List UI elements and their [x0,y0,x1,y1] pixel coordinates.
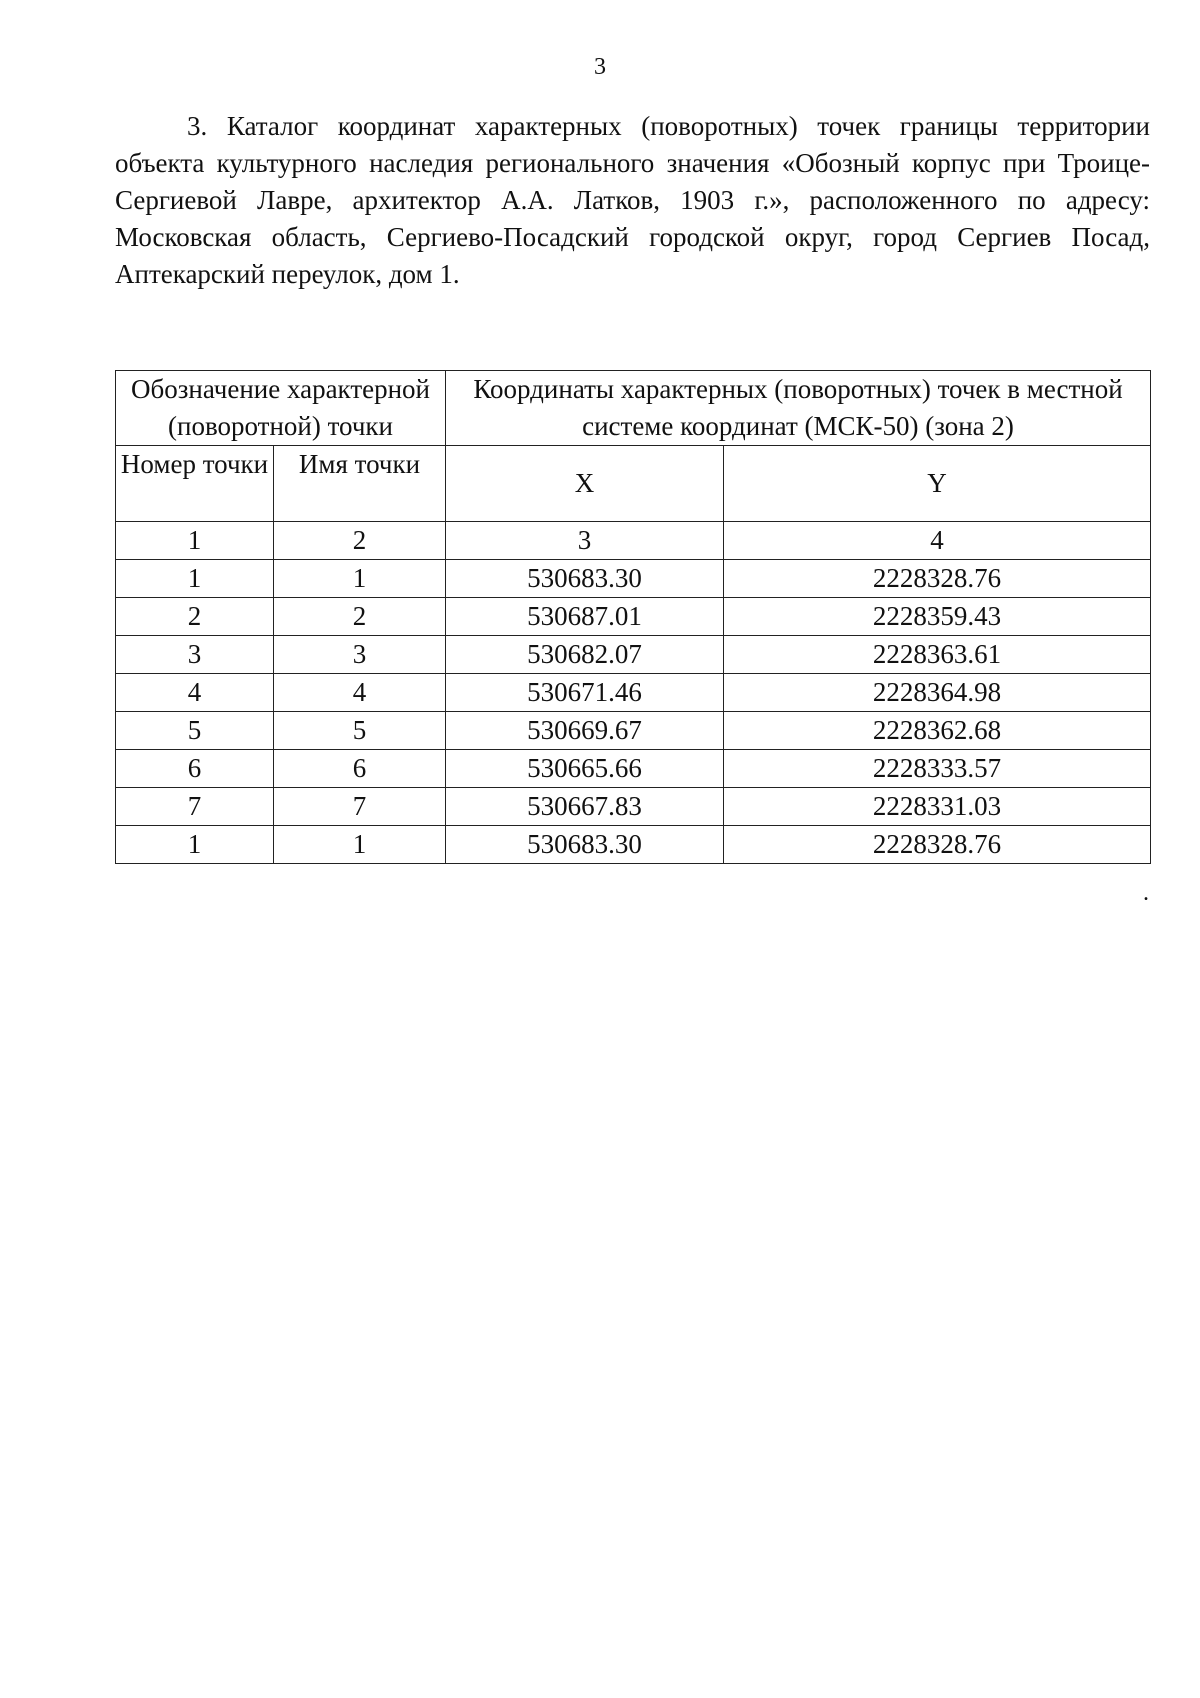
table-row [116,750,1151,788]
point-number-cell: 1 [116,560,274,598]
y-coordinate-cell: 2228362.68 [724,712,1151,750]
x-coordinate-cell: 530687.01 [446,598,724,636]
table-row [116,674,1151,712]
table-row [116,598,1151,636]
designation-header: Обозначение характерной (поворотной) точки [116,371,446,446]
point-name-cell: 1 [274,826,446,864]
page-number: 3 [594,54,606,80]
y-coordinate-cell: 2228359.43 [724,598,1151,636]
y-coordinate-cell: 2228331.03 [724,788,1151,826]
point-number-cell: 2 [116,598,274,636]
y-coordinate-cell: 2228328.76 [724,826,1151,864]
point-name-cell: 7 [274,788,446,826]
x-coordinate-cell: 530671.46 [446,674,724,712]
table-group-header-row [116,371,1151,446]
x-coordinate-cell: 530682.07 [446,636,724,674]
y-coordinate-cell: 2228363.61 [724,636,1151,674]
point-name-cell: 5 [274,712,446,750]
x-coordinate-cell: 530669.67 [446,712,724,750]
x-coordinate-cell: 530665.66 [446,750,724,788]
column-header-y: Y [724,446,1151,522]
point-name-cell: 1 [274,560,446,598]
y-coordinate-cell: 2228364.98 [724,674,1151,712]
x-coordinate-cell: 530683.30 [446,560,724,598]
point-number-cell: 1 [116,826,274,864]
column-number-row [116,522,1151,560]
column-number: 4 [724,522,1151,560]
table-column-header-row [116,446,1151,522]
table-row [116,636,1151,674]
point-number-cell: 6 [116,750,274,788]
column-header-name: Имя точки [274,446,446,522]
column-header-x: X [446,446,724,522]
x-coordinate-cell: 530683.30 [446,826,724,864]
y-coordinate-cell: 2228328.76 [724,560,1151,598]
table-row [116,826,1151,864]
point-name-cell: 6 [274,750,446,788]
point-name-cell: 4 [274,674,446,712]
trailing-mark: . [1143,880,1149,906]
coordinates-table [115,370,1151,864]
intro-paragraph: 3. Каталог координат характерных (поворотных) точек границы территории объекта культурного наследия регионального значения «Обозный корпус при Троице-Сергиевой Лавре, архитектор А.А. Латков, 1903 г.», расположенного по адресу: Московская область, Сергиево-Посадский городской округ, город Сергиев Посад, Аптекарский переулок, дом 1. [115,111,1150,289]
x-coordinate-cell: 530667.83 [446,788,724,826]
point-number-cell: 5 [116,712,274,750]
table-row [116,712,1151,750]
column-number: 1 [116,522,274,560]
point-number-cell: 3 [116,636,274,674]
table-row [116,788,1151,826]
y-coordinate-cell: 2228333.57 [724,750,1151,788]
column-number: 2 [274,522,446,560]
column-number: 3 [446,522,724,560]
point-number-cell: 4 [116,674,274,712]
point-number-cell: 7 [116,788,274,826]
coordinates-header: Координаты характерных (поворотных) точек в местной системе координат (МСК-50) (зона 2) [446,371,1151,446]
column-header-number: Номер точки [116,446,274,522]
point-name-cell: 2 [274,598,446,636]
point-name-cell: 3 [274,636,446,674]
table-row [116,560,1151,598]
